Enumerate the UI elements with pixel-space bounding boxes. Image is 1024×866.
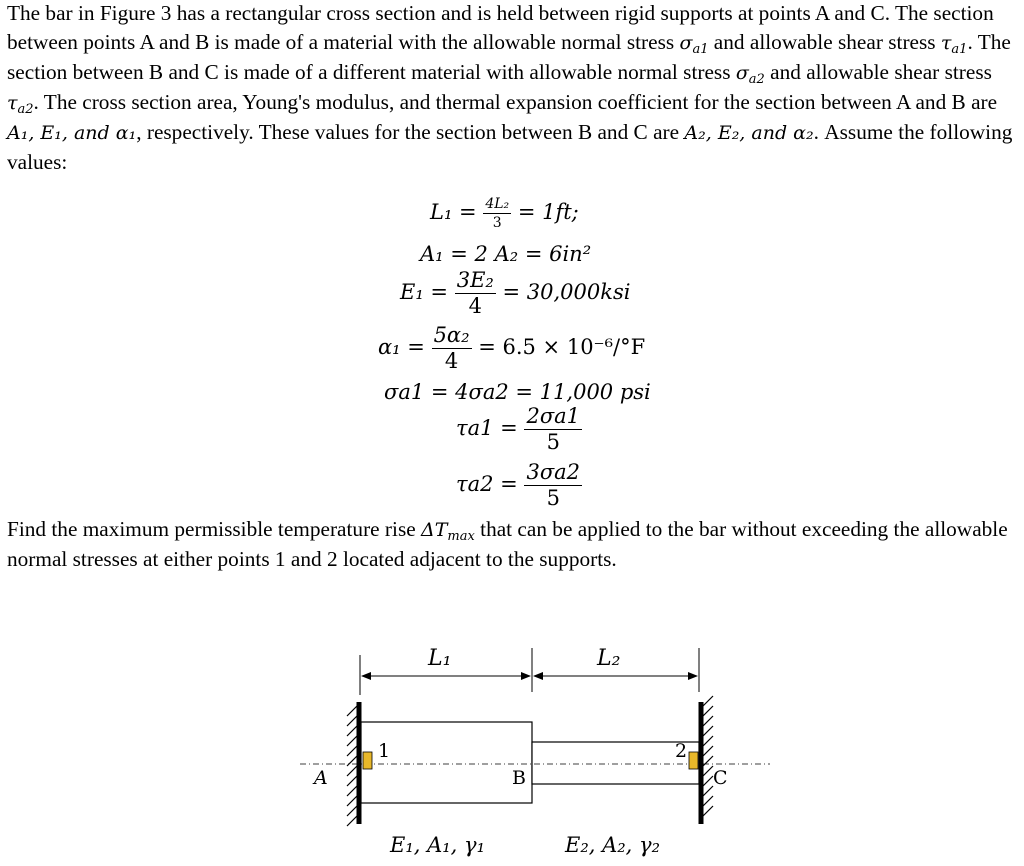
equation-alpha1: α₁ = $\frac{\text{5α₂}}{4}$ = 6.5 × 10⁻⁶/°F [378,323,646,373]
problem-statement: The bar in Figure 3 has a rectangular cross section and is held between rigid supports at points A and C. The section between points A and B is made of a material with the allowable normal stress $\sigma_{a1}$ and allowable shear stress $\tau_{a1}$. The section between B and C is made of a different material with allowable normal stress $\sigma_{a2}$ and allowable shear stress $\tau_{a2}$. The cross section area, Young's modulus, and thermal expansion coefficient for the section between A and B are A₁, E₁, and α₁, respectively. These values for the section between B and C are A₂, E₂, and α₂. Assume the following values: [7,1,1013,174]
equation-E1: E₁ = $\frac{\text{3E₂}}{4}$ = 30,000ksi [400,268,631,318]
label-L2: L₂ [597,646,621,671]
equation-L1: L₁ = $\frac{\text{4L₂}}{3}$ = 1ft; [430,196,579,231]
right-wall-hatching [703,696,713,816]
section1-symbols: A₁, E₁, and α₁ [7,122,137,144]
left-wall-hatching [347,706,357,826]
section2-symbols: A₂, E₂, and α₂ [684,122,814,144]
point-2-label: 2 [675,740,688,762]
tau-a2-symbol: $\tau_{a2}$ [7,92,34,117]
section1-props: E₁, A₁, γ₁ [390,833,486,857]
label-L1: L₁ [428,646,452,671]
delta-t-max-symbol: $\Delta T_{max}$ [421,519,475,544]
equation-tau-a1: τa1 = $\frac{2\sigma a1}{5}$ [456,404,581,454]
tau-a1-symbol: $\tau_{a1}$ [940,32,968,57]
sigma-a1-symbol: $\sigma_{a1}$ [679,32,709,57]
equation-A1: A₁ = 2 A₂ = 6in² [420,242,592,266]
label-B: B [512,767,526,789]
gauge-1 [363,752,372,769]
gauge-2 [689,752,698,769]
question-text: Find the maximum permissible temperature rise $\Delta T_{max}$ that can be applied to the bar without exceeding the allowable normal stresses at either points 1 and 2 located adjacent to the supports. [7,517,1008,571]
label-C: C [713,767,728,789]
equation-sigma: σa1 = 4σa2 = 11,000 psi [384,380,651,404]
section2-props: E₂, A₂, γ₂ [565,833,661,857]
bar-section-AB [361,722,532,803]
sigma-a2-symbol: $\sigma_{a2}$ [735,62,765,87]
equation-tau-a2: τa2 = $\frac{3\sigma a2}{5}$ [456,460,581,510]
point-1-label: 1 [378,740,391,762]
label-A: A [314,767,328,789]
bar-section-BC [532,742,699,784]
